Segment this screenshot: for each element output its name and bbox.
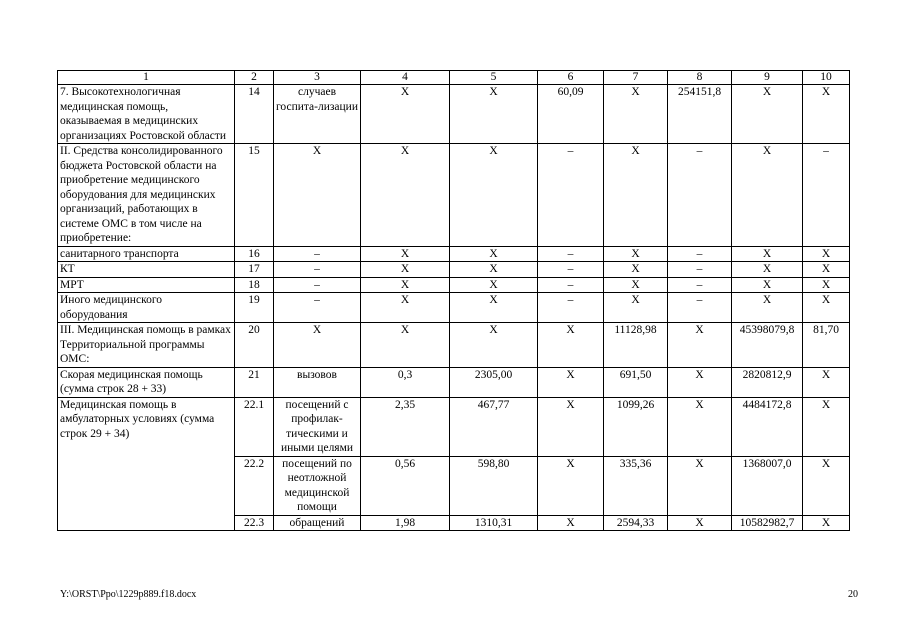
row-number-cell: 22.1 — [235, 397, 274, 456]
value-cell: Х — [538, 515, 604, 531]
value-cell: Х — [668, 456, 732, 515]
value-cell: Х — [803, 262, 850, 278]
value-cell: Х — [803, 277, 850, 293]
value-cell: Х — [604, 85, 668, 144]
value-cell: 60,09 — [538, 85, 604, 144]
value-cell: Х — [450, 246, 538, 262]
row-number-cell: 15 — [235, 144, 274, 247]
row-name-cell: Медицинская помощь в амбулаторных условиях (сумма строк 29 + 34) — [58, 397, 235, 531]
row-name-cell: II. Средства консолидированного бюджета Ростовской области на приобретение медицинского оборудования для медицинских организаций, работающих в системе ОМС в том числе на приобретение: — [58, 144, 235, 247]
value-cell: Х — [604, 262, 668, 278]
column-header: 9 — [732, 71, 803, 85]
table-row — [58, 246, 850, 262]
row-number-cell: 20 — [235, 323, 274, 368]
value-cell: Х — [668, 367, 732, 397]
value-cell: Х — [668, 397, 732, 456]
page-number: 20 — [848, 589, 858, 600]
row-name-cell: 7. Высокотехнологичная медицинская помощь, оказываемая в медицинских организациях Ростовской области — [58, 85, 235, 144]
value-cell: Х — [668, 323, 732, 368]
value-cell: Х — [361, 277, 450, 293]
value-cell: – — [668, 277, 732, 293]
value-cell: 2305,00 — [450, 367, 538, 397]
table-row — [58, 262, 850, 278]
value-cell: 45398079,8 — [732, 323, 803, 368]
unit-cell: случаев госпита-лизации — [274, 85, 361, 144]
value-cell: Х — [361, 323, 450, 368]
value-cell: Х — [450, 293, 538, 323]
value-cell: 10582982,7 — [732, 515, 803, 531]
unit-cell: – — [274, 262, 361, 278]
row-name-cell: Иного медицинского оборудования — [58, 293, 235, 323]
value-cell: 0,56 — [361, 456, 450, 515]
value-cell: – — [668, 262, 732, 278]
value-cell: 81,70 — [803, 323, 850, 368]
value-cell: 598,80 — [450, 456, 538, 515]
column-header: 3 — [274, 71, 361, 85]
unit-cell: – — [274, 246, 361, 262]
value-cell: Х — [803, 293, 850, 323]
value-cell: 2,35 — [361, 397, 450, 456]
value-cell: – — [538, 144, 604, 247]
column-header: 5 — [450, 71, 538, 85]
column-header: 1 — [58, 71, 235, 85]
unit-cell: – — [274, 293, 361, 323]
value-cell: 2820812,9 — [732, 367, 803, 397]
value-cell: Х — [604, 144, 668, 247]
unit-cell: – — [274, 277, 361, 293]
row-number-cell: 16 — [235, 246, 274, 262]
value-cell: Х — [732, 277, 803, 293]
value-cell: Х — [538, 323, 604, 368]
value-cell: Х — [732, 262, 803, 278]
value-cell: Х — [604, 246, 668, 262]
value-cell: 1,98 — [361, 515, 450, 531]
value-cell: Х — [361, 85, 450, 144]
table-row — [58, 277, 850, 293]
table-row — [58, 323, 850, 368]
value-cell: 335,36 — [604, 456, 668, 515]
value-cell: Х — [538, 456, 604, 515]
value-cell: Х — [732, 144, 803, 247]
value-cell: Х — [604, 277, 668, 293]
value-cell: 2594,33 — [604, 515, 668, 531]
unit-cell: посещений по неотложной медицинской помощи — [274, 456, 361, 515]
value-cell: – — [538, 246, 604, 262]
value-cell: 1099,26 — [604, 397, 668, 456]
value-cell: Х — [361, 144, 450, 247]
value-cell: 4484172,8 — [732, 397, 803, 456]
row-number-cell: 19 — [235, 293, 274, 323]
row-name-cell: КТ — [58, 262, 235, 278]
row-number-cell: 22.3 — [235, 515, 274, 531]
table-row — [58, 85, 850, 144]
value-cell: 467,77 — [450, 397, 538, 456]
value-cell: 11128,98 — [604, 323, 668, 368]
value-cell: – — [668, 144, 732, 247]
value-cell: Х — [803, 515, 850, 531]
unit-cell: вызовов — [274, 367, 361, 397]
value-cell: Х — [732, 246, 803, 262]
value-cell: 0,3 — [361, 367, 450, 397]
table-header-row — [58, 71, 850, 85]
value-cell: Х — [450, 262, 538, 278]
value-cell: 691,50 — [604, 367, 668, 397]
unit-cell: Х — [274, 323, 361, 368]
value-cell: Х — [803, 246, 850, 262]
value-cell: – — [538, 277, 604, 293]
value-cell: – — [668, 246, 732, 262]
value-cell: – — [538, 293, 604, 323]
column-header: 2 — [235, 71, 274, 85]
table-row — [58, 293, 850, 323]
table-row — [58, 367, 850, 397]
value-cell: 254151,8 — [668, 85, 732, 144]
value-cell: – — [538, 262, 604, 278]
row-name-cell: санитарного транспорта — [58, 246, 235, 262]
value-cell: Х — [538, 397, 604, 456]
row-name-cell: МРТ — [58, 277, 235, 293]
value-cell: Х — [732, 85, 803, 144]
column-header: 6 — [538, 71, 604, 85]
value-cell: Х — [803, 456, 850, 515]
data-table — [57, 70, 850, 531]
row-number-cell: 18 — [235, 277, 274, 293]
row-name-cell: Скорая медицинская помощь (сумма строк 28 + 33) — [58, 367, 235, 397]
value-cell: Х — [361, 262, 450, 278]
value-cell: Х — [538, 367, 604, 397]
value-cell: Х — [668, 515, 732, 531]
unit-cell: обращений — [274, 515, 361, 531]
value-cell: 1368007,0 — [732, 456, 803, 515]
row-number-cell: 21 — [235, 367, 274, 397]
table-row — [58, 397, 850, 456]
value-cell: Х — [450, 323, 538, 368]
row-name-cell: III. Медицинская помощь в рамках Территориальной программы ОМС: — [58, 323, 235, 368]
value-cell: 1310,31 — [450, 515, 538, 531]
row-number-cell: 22.2 — [235, 456, 274, 515]
column-header: 10 — [803, 71, 850, 85]
column-header: 8 — [668, 71, 732, 85]
value-cell: Х — [732, 293, 803, 323]
value-cell: Х — [450, 277, 538, 293]
value-cell: – — [668, 293, 732, 323]
table-row — [58, 144, 850, 247]
column-header: 4 — [361, 71, 450, 85]
value-cell: Х — [361, 246, 450, 262]
unit-cell: посещений с профилак-тическими и иными целями — [274, 397, 361, 456]
value-cell: Х — [803, 85, 850, 144]
value-cell: Х — [450, 85, 538, 144]
row-number-cell: 17 — [235, 262, 274, 278]
value-cell: Х — [803, 397, 850, 456]
value-cell: Х — [361, 293, 450, 323]
value-cell: – — [803, 144, 850, 247]
value-cell: Х — [604, 293, 668, 323]
value-cell: Х — [803, 367, 850, 397]
value-cell: Х — [450, 144, 538, 247]
column-header: 7 — [604, 71, 668, 85]
row-number-cell: 14 — [235, 85, 274, 144]
footer-file-path: Y:\ORST\Ppo\1229p889.f18.docx — [60, 589, 197, 600]
unit-cell: Х — [274, 144, 361, 247]
